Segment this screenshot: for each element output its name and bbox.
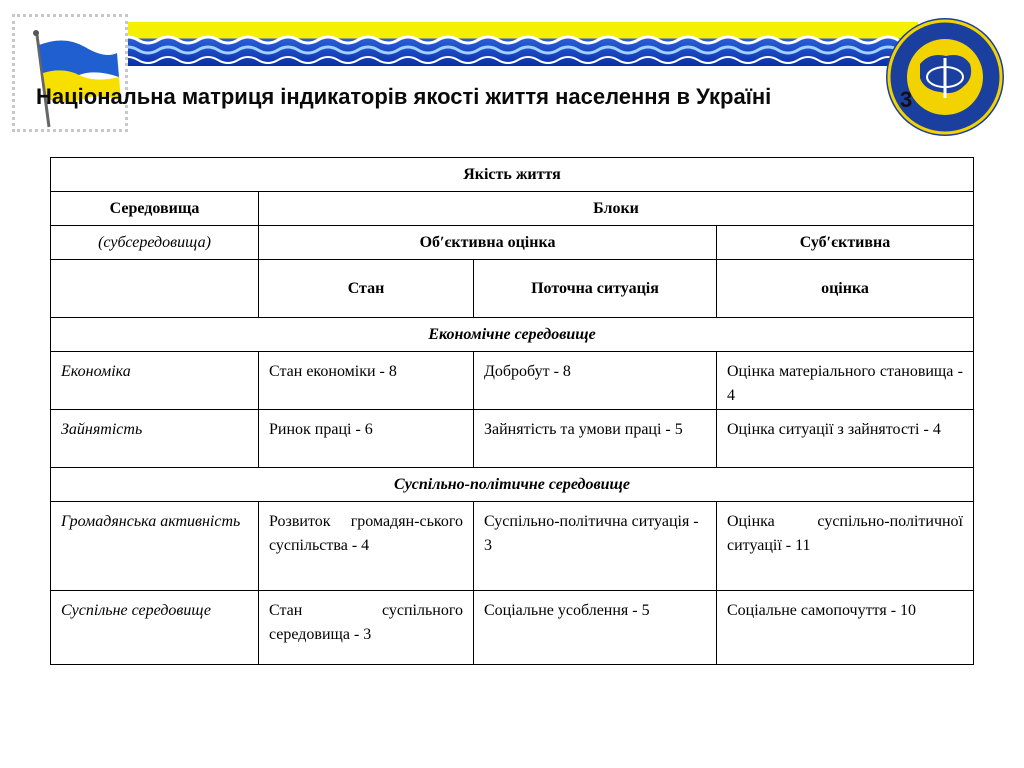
header-empty-cell [51,260,259,318]
quality-of-life-matrix [50,157,974,665]
cell-current: Соціальне усоблення - 5 [474,591,717,665]
cell-current: Зайнятість та умови праці - 5 [474,410,717,468]
cell-environment: Зайнятість [51,410,259,468]
table-header-row [51,192,974,226]
header-current-situation: Поточна ситуація [474,260,717,318]
cell-state: Розвиток громадян-ського суспільства - 4 [259,502,474,591]
header-blocks: Блоки [259,192,974,226]
flag-frame [12,14,128,132]
header-quality-of-life: Якість життя [51,158,974,192]
institute-logo [884,16,1006,138]
header-subenvironments: (субсередовища) [51,226,259,260]
cell-subjective: Соціальне самопочуття - 10 [717,591,974,665]
header-wave-banner [118,22,918,66]
cell-subjective: Оцінка матеріального становища - 4 [717,352,974,410]
header-objective-assessment: Обʹєктивна оцінка [259,226,717,260]
cell-current: Добробут - 8 [474,352,717,410]
header-subjective: Субʹєктивна [717,226,974,260]
section-economic-environment: Економічне середовище [51,318,974,352]
cell-state: Стан економіки - 8 [259,352,474,410]
cell-current: Суспільно-політична ситуація - 3 [474,502,717,591]
section-sociopolitical-environment: Суспільно-політичне середовище [51,468,974,502]
cell-state: Ринок праці - 6 [259,410,474,468]
section-row [51,318,974,352]
table-header-row [51,158,974,192]
table-row [51,352,974,410]
cell-environment: Суспільне середовище [51,591,259,665]
header-assessment: оцінка [717,260,974,318]
header-state: Стан [259,260,474,318]
page-number: 3 [900,87,913,112]
table-header-row [51,226,974,260]
page-title: Національна матриця індикаторів якості життя населення в Україні [36,84,772,109]
cell-state: Стан суспільного середовища - 3 [259,591,474,665]
cell-subjective: Оцінка ситуації з зайнятості - 4 [717,410,974,468]
cell-environment: Економіка [51,352,259,410]
ukraine-flag-icon [15,17,125,129]
table-row [51,410,974,468]
table-row [51,591,974,665]
table-row [51,502,974,591]
header-environments: Середовища [51,192,259,226]
institute-logo-icon [884,16,1006,138]
table-header-row [51,260,974,318]
section-row [51,468,974,502]
cell-subjective: Оцінка суспільно-політичної ситуації - 11 [717,502,974,591]
cell-environment: Громадянська активність [51,502,259,591]
